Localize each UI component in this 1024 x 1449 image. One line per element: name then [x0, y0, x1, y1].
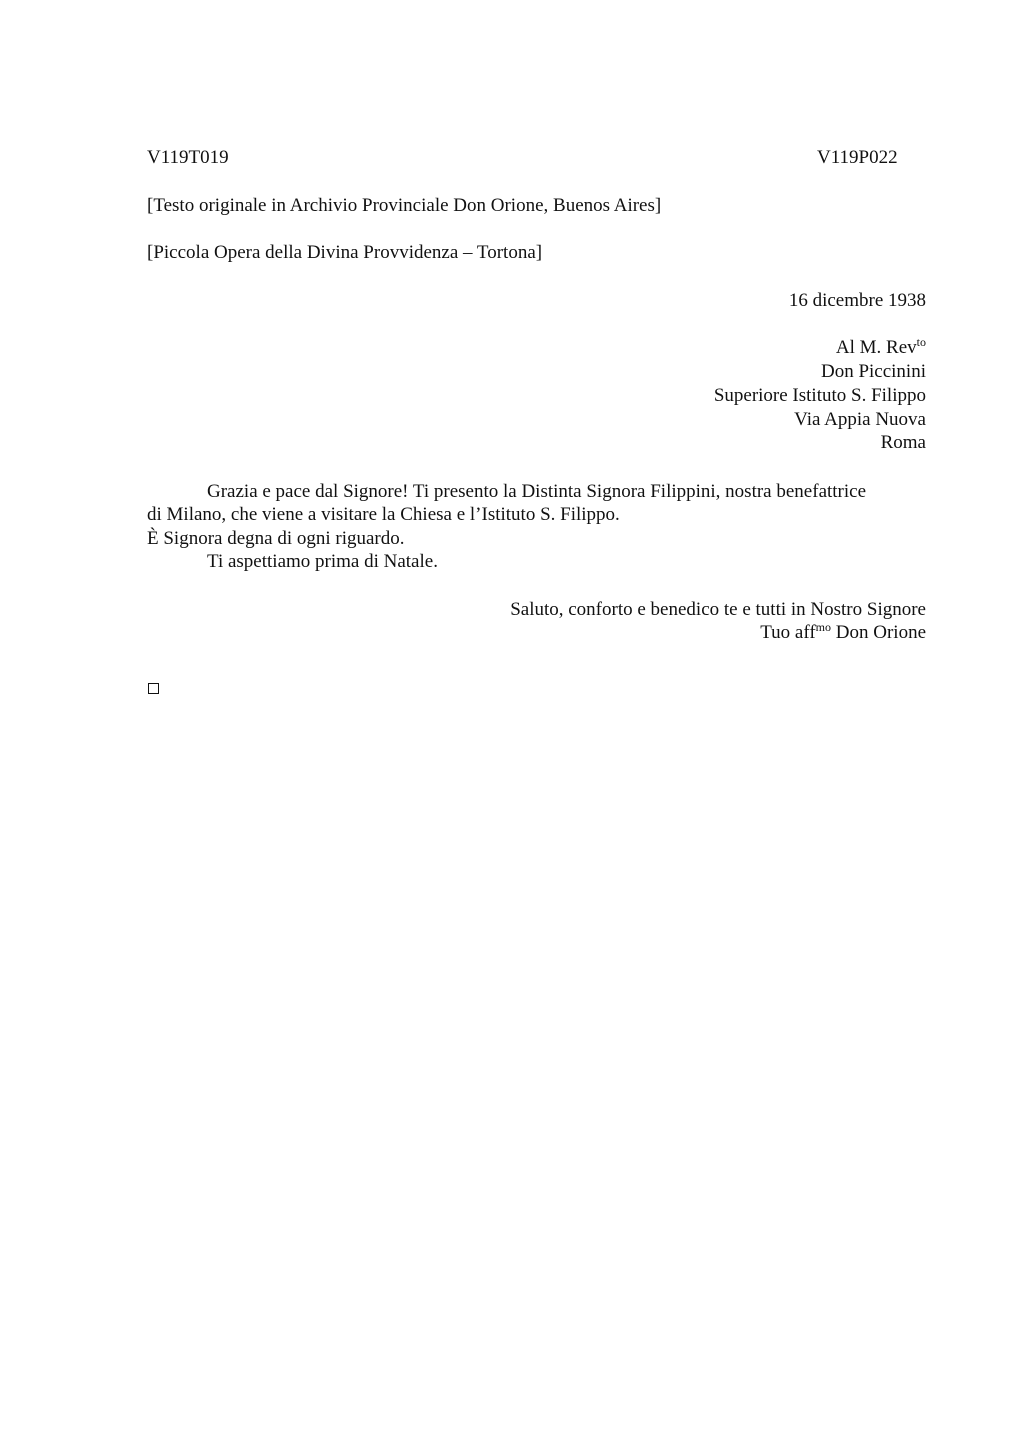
- body-paragraph-line-1: Grazia e pace dal Signore! Ti presento la Distinta Signora Filippini, nostra benefattrice: [207, 481, 867, 502]
- document-code-right: V119P022: [817, 147, 898, 168]
- end-marker-box: [148, 683, 159, 694]
- archive-note: [Testo originale in Archivio Provinciale Don Orione, Buenos Aires]: [147, 195, 662, 216]
- recipient-name: Don Piccinini: [820, 361, 926, 382]
- recipient-role: Superiore Istituto S. Filippo: [713, 385, 926, 406]
- body-paragraph-line-3: È Signora degna di ogni riguardo.: [147, 528, 405, 549]
- closing-greeting: Saluto, conforto e benedico te e tutti in Nostro Signore: [510, 599, 926, 620]
- body-paragraph-line-4: Ti aspettiamo prima di Natale.: [207, 551, 438, 572]
- signature-name: Don Orione: [831, 622, 926, 643]
- signature: [760, 621, 926, 644]
- recipient-street: Via Appia Nuova: [794, 409, 926, 430]
- recipient-title-superscript: to: [916, 335, 926, 349]
- body-paragraph-line-2: di Milano, che viene a visitare la Chiesa e l’Istituto S. Filippo.: [147, 504, 620, 525]
- recipient-title-text: Al M. Rev: [835, 337, 917, 358]
- letterhead-note: [Piccola Opera della Divina Provvidenza – Tortona]: [147, 242, 543, 263]
- recipient-city: Roma: [880, 432, 926, 453]
- signature-prefix: Tuo aff: [760, 622, 816, 643]
- letter-date: 16 dicembre 1938: [788, 290, 926, 311]
- recipient-title: [836, 336, 926, 359]
- signature-superscript: mo: [815, 620, 832, 634]
- document-code-left: V119T019: [147, 147, 229, 168]
